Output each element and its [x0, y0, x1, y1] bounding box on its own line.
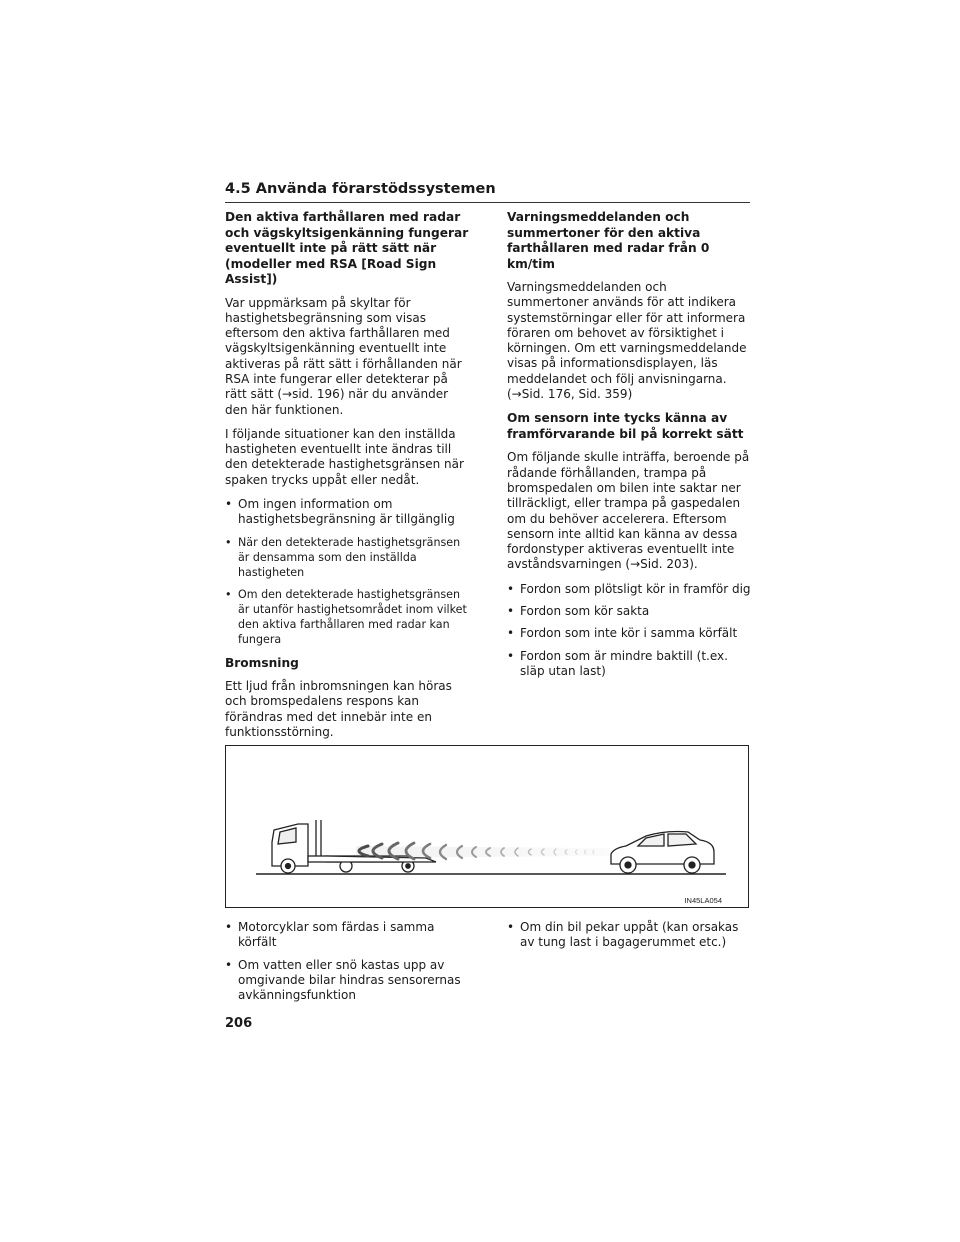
- warning-heading: Varningsmeddelanden och summertoner för den aktiva farthållaren med radar från 0 km/tim: [507, 210, 710, 271]
- section-header: [225, 178, 750, 203]
- car-icon: [611, 832, 714, 874]
- list-item: • Fordon som plötsligt kör in framför dig: [507, 582, 752, 597]
- list-item: • Fordon som är mindre baktill (t.ex. släp utan last): [507, 649, 752, 680]
- page-number: 206: [225, 1016, 253, 1031]
- illustration-drawing: [226, 746, 749, 908]
- list-item: • Om vatten eller snö kastas upp av omgivande bilar hindras sensorernas avkänningsfunktion: [225, 958, 470, 1004]
- radar-illustration: [225, 745, 749, 908]
- list-item: • När den detekterade hastighetsgränsen är densamma som den inställda hastigheten: [225, 535, 470, 580]
- sensor-paragraph: Om följande skulle inträffa, beroende på rådande förhållanden, trampa på bromspedalen om bilen inte saktar ner tillräckligt, eller trampa på gaspedalen om du behöver accelerera. Eftersom sensorn inte alltid kan känna av dessa fordonstyper aktiveras eventuellt inte avståndsvarningen (→Sid. 203).: [507, 450, 750, 572]
- bottom-right-list: [507, 920, 752, 951]
- list-item: • Om ingen information om hastighetsbegränsning är tillgänglig: [225, 497, 470, 528]
- bottom-left-column: [225, 920, 470, 1012]
- section-title: 4.5 Använda förarstödssystemen: [225, 181, 496, 197]
- speed-limit-list: [225, 497, 470, 647]
- braking-heading: Bromsning: [225, 655, 299, 670]
- list-item: • Fordon som inte kör i samma körfält: [507, 626, 752, 641]
- warning-paragraph: Varningsmeddelanden och summertoner används för att indikera systemstörningar eller för att informera föraren om behovet av försiktighet i körningen. Om ett varningsmeddelande visas på informationsdisplayen, läs meddelandet och följ anvisningarna. (→Sid. 176, Sid. 359): [507, 280, 747, 402]
- left-column: [225, 210, 470, 749]
- right-column: [507, 210, 752, 688]
- list-item: • Om din bil pekar uppåt (kan orsakas av tung last i bagagerummet etc.): [507, 920, 752, 951]
- rsa-heading: Den aktiva farthållaren med radar och vägskyltsigenkänning fungerar eventuellt inte på rätt sätt när (modeller med RSA [Road Sign Assist]): [225, 210, 469, 286]
- speed-change-paragraph: I följande situationer kan den inställda hastigheten eventuellt inte ändras till den detekterade hastighetsgränsen när spaken trycks uppåt eller nedåt.: [225, 426, 464, 487]
- figure-code: IN45LA054: [684, 896, 722, 905]
- list-item: • Motorcyklar som färdas i samma körfält: [225, 920, 470, 951]
- braking-paragraph: Ett ljud från inbromsningen kan höras och bromspedalens respons kan förändras med det innebär inte en funktionsstörning.: [225, 679, 452, 740]
- bottom-right-column: [507, 920, 752, 960]
- rsa-paragraph: Var uppmärksam på skyltar för hastighetsbegränsning som visas eftersom den aktiva farthållaren med vägskyltsigenkänning eventuellt inte aktiveras på rätt sätt i förhållanden när RSA inte fungerar eller detekterar på rätt sätt (→sid. 196) när du använder den här funktionen.: [225, 295, 462, 417]
- list-item: • Fordon som kör sakta: [507, 604, 752, 619]
- sensor-heading: Om sensorn inte tycks känna av framförvarande bil på korrekt sätt: [507, 411, 744, 441]
- vehicle-type-list: [507, 582, 752, 679]
- list-item: • Om den detekterade hastighetsgränsen är utanför hastighetsområdet inom vilket den aktiva farthållaren med radar kan fungera: [225, 587, 470, 647]
- bottom-left-list: [225, 920, 470, 1003]
